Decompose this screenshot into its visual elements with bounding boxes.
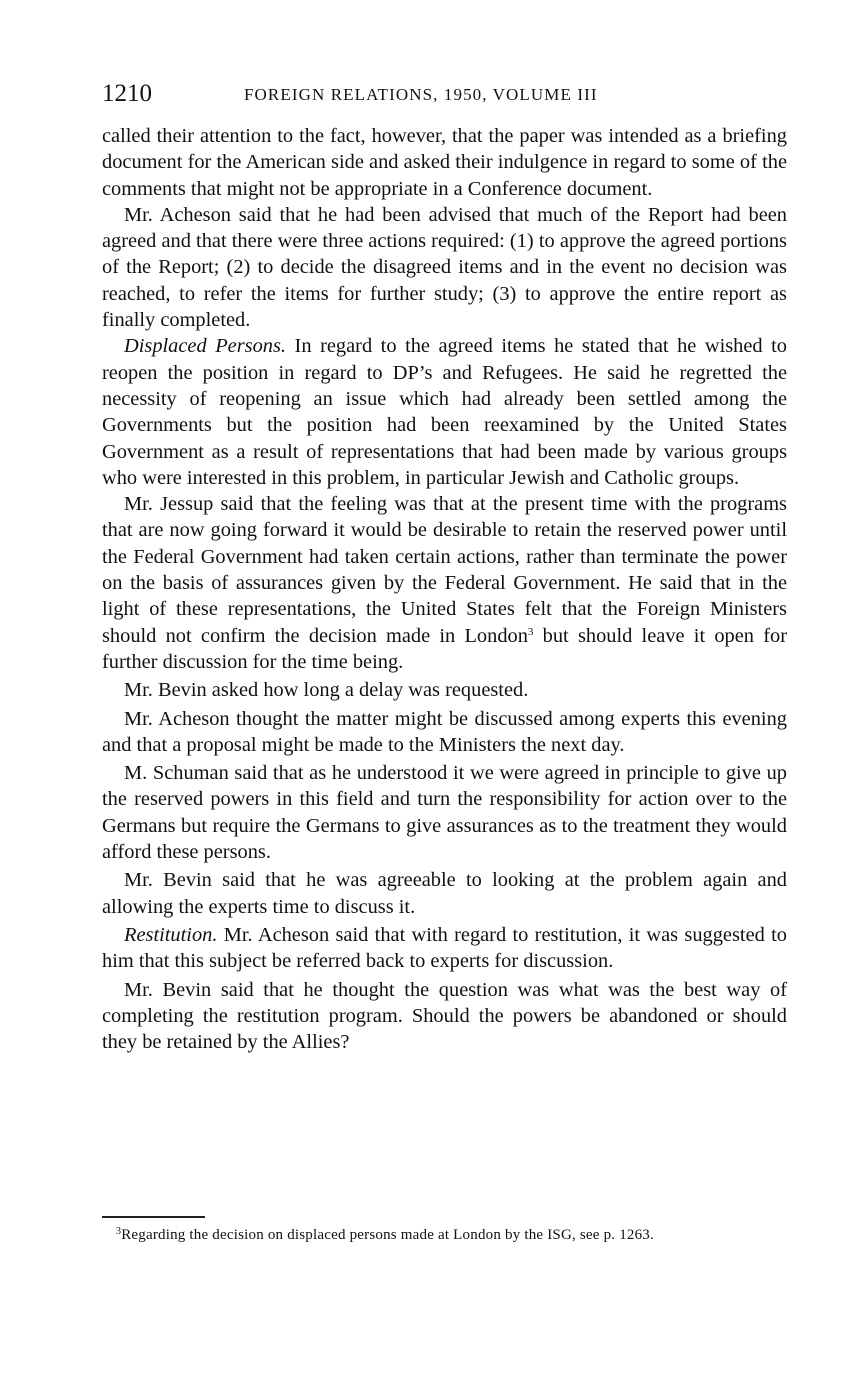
page-header xyxy=(102,78,792,110)
footnote xyxy=(102,1226,787,1244)
page-number: 1210 xyxy=(102,80,152,107)
footnote-reference[interactable]: 3 xyxy=(527,625,534,638)
paragraph-continuation: called their attention to the fact, however, that the paper was intended as a briefing document for the American side and asked their indulgence in regard to some of the comments that might not be appropriate in a Conference document. xyxy=(102,125,787,200)
paragraph-displaced-persons xyxy=(102,333,787,491)
paragraph-acheson-report: Mr. Acheson said that he had been advised that much of the Report had been agreed and that there were three actions required: (1) to approve the agreed portions of the Report; (2) to decide the disagreed items and in the event no decision was reached, to refer the items for further study; (3) to approve the entire report as finally completed. xyxy=(102,203,787,332)
paragraph-bevin-agreeable: Mr. Bevin said that he was agreeable to looking at the problem again and allowing the experts time to discuss it. xyxy=(102,869,787,918)
section-heading-displaced-persons: Displaced Persons. xyxy=(124,335,287,358)
running-title: FOREIGN RELATIONS, 1950, VOLUME III xyxy=(244,85,598,104)
paragraph-text: but should leave it open for further discussion for the time being. xyxy=(102,624,787,673)
paragraph-schuman: M. Schuman said that as he understood it we were agreed in principle to give up the reserved powers in this field and turn the responsibility for action over to the Germans but require the Germans to give assurances as to the treatment they would afford these persons. xyxy=(102,762,787,864)
paragraph-jessup xyxy=(102,491,787,675)
section-heading-restitution: Restitution. xyxy=(124,923,218,946)
paragraph-text: In regard to the agreed items he stated that he wished to reopen the position in regard to DP’s and Refugees. He said he regretted the necessity of reopening an issue which had already been settled among the Governments but the position had been reexamined by the United States Government as a result of representations that had been made by various groups who were interested in this problem, in particular Jewish and Catholic groups. xyxy=(102,335,788,489)
paragraph-text: Mr. Acheson said that with regard to restitution, it was suggested to him that this subject be referred back to experts for discussion. xyxy=(102,923,787,973)
body-text xyxy=(102,123,787,1055)
footnote-marker: 3 xyxy=(116,1226,122,1237)
paragraph-bevin-delay: Mr. Bevin asked how long a delay was requested. xyxy=(124,679,529,702)
paragraph-bevin-restitution: Mr. Bevin said that he thought the question was what was the best way of completing the restitution program. Should the powers be abandoned or should they be retained by the Allies? xyxy=(102,978,787,1054)
paragraph-text: Mr. Jessup said that the feeling was that at the present time with the programs that are now going forward it would be desirable to retain the reserved power until the Federal Government had taken certain actions, rather than terminate the power on the basis of assurances given by the Federal Government. He said that in the light of these representations, the United States felt that the Foreign Ministers should not confirm the decision made in London xyxy=(102,493,787,647)
paragraph-restitution xyxy=(102,922,787,975)
footnote-text: Regarding the decision on displaced persons made at London by the ISG, see p. 1263. xyxy=(121,1227,654,1243)
paragraph-acheson-experts: Mr. Acheson thought the matter might be discussed among experts this evening and that a proposal might be made to the Ministers the next day. xyxy=(102,707,787,756)
footnote-divider xyxy=(102,1216,205,1218)
